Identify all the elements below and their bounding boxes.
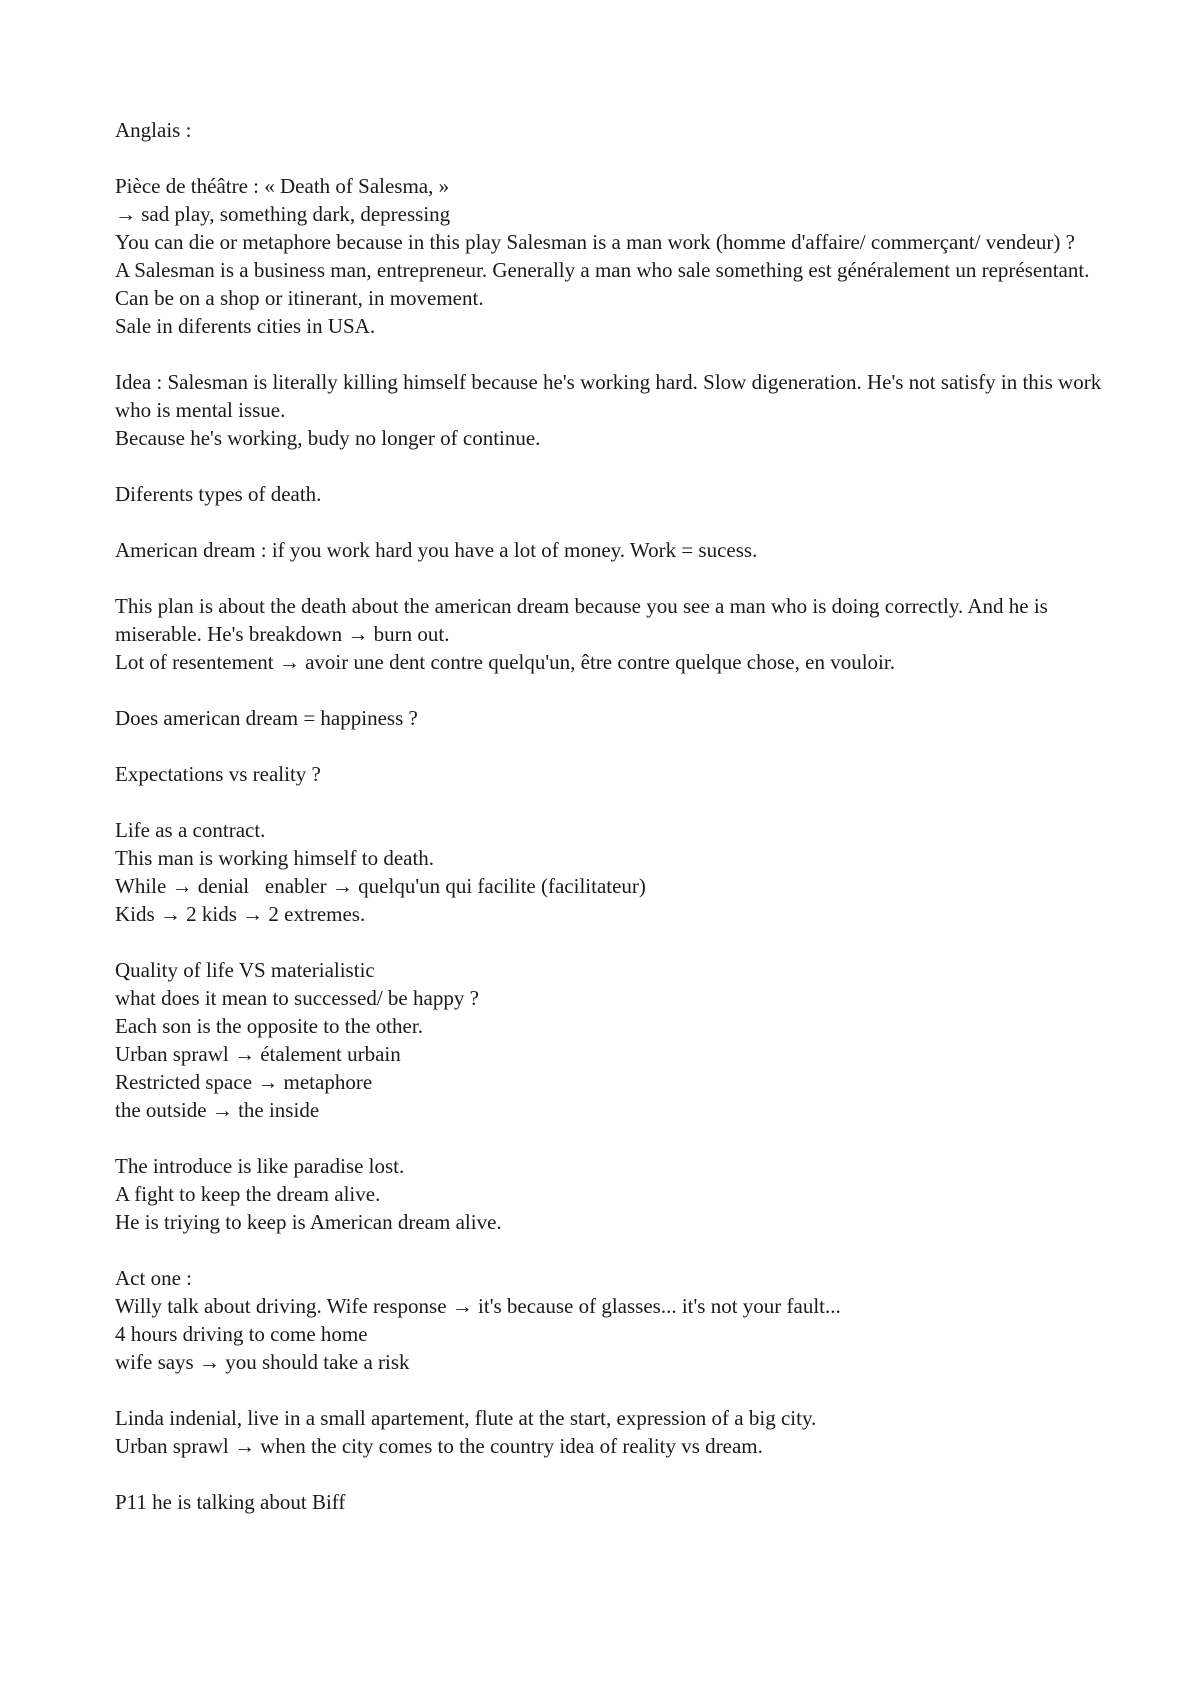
text-line: This plan is about the death about the american dream because you see a man who is doing correctly. And he is miserable. He's breakdown → burn out. <box>115 594 1054 646</box>
text-line: what does it mean to successed/ be happy ? <box>115 986 479 1010</box>
paragraph-gap <box>115 564 1125 592</box>
paragraph <box>115 1404 1125 1460</box>
paragraph-gap <box>115 1124 1125 1152</box>
text-line: Life as a contract. <box>115 818 266 842</box>
text-line: Linda indenial, live in a small apartement, flute at the start, expression of a big city. <box>115 1406 817 1430</box>
paragraph-gap <box>115 676 1125 704</box>
paragraph <box>115 1488 1125 1516</box>
text-line: Idea : Salesman is literally killing himself because he's working hard. Slow digeneration. He's not satisfy in this work who is mental issue. <box>115 370 1107 422</box>
paragraph <box>115 116 1125 144</box>
paragraph <box>115 760 1125 788</box>
paragraph <box>115 536 1125 564</box>
paragraph-gap <box>115 452 1125 480</box>
paragraph-gap <box>115 928 1125 956</box>
paragraph-gap <box>115 1460 1125 1488</box>
paragraph <box>115 172 1125 340</box>
text-line: Lot of resentement → avoir une dent contre quelqu'un, être contre quelque chose, en vouloir. <box>115 650 895 674</box>
text-line: → sad play, something dark, depressing <box>115 202 451 226</box>
text-line: He is triying to keep is American dream alive. <box>115 1210 502 1234</box>
paragraph <box>115 1152 1125 1236</box>
text-line: Pièce de théâtre : « Death of Salesma, » <box>115 174 450 198</box>
text-line: The introduce is like paradise lost. <box>115 1154 405 1178</box>
paragraph <box>115 480 1125 508</box>
paragraph-gap <box>115 508 1125 536</box>
text-line: Each son is the opposite to the other. <box>115 1014 423 1038</box>
text-line: Sale in diferents cities in USA. <box>115 314 376 338</box>
paragraph-gap <box>115 1236 1125 1264</box>
text-line: Because he's working, budy no longer of continue. <box>115 426 541 450</box>
text-line: American dream : if you work hard you have a lot of money. Work = sucess. <box>115 538 758 562</box>
text-line: Diferents types of death. <box>115 482 322 506</box>
text-line: Does american dream = happiness ? <box>115 706 418 730</box>
text-line: Kids → 2 kids → 2 extremes. <box>115 902 366 926</box>
text-line: This man is working himself to death. <box>115 846 435 870</box>
text-line: A Salesman is a business man, entrepreneur. Generally a man who sale something est généralement un représentant. <box>115 258 1090 282</box>
text-line: Restricted space → metaphore <box>115 1070 373 1094</box>
paragraph <box>115 704 1125 732</box>
paragraph <box>115 368 1125 452</box>
text-line: Act one : <box>115 1266 192 1290</box>
text-line: Anglais : <box>115 118 192 142</box>
text-line: the outside → the inside <box>115 1098 320 1122</box>
paragraph <box>115 1264 1125 1376</box>
paragraph-gap <box>115 1376 1125 1404</box>
text-line: P11 he is talking about Biff <box>115 1490 346 1514</box>
text-line: Can be on a shop or itinerant, in movement. <box>115 286 484 310</box>
paragraph-gap <box>115 144 1125 172</box>
text-line: Quality of life VS materialistic <box>115 958 375 982</box>
text-line: While → denial enabler → quelqu'un qui facilite (facilitateur) <box>115 874 646 898</box>
paragraph-gap <box>115 788 1125 816</box>
paragraph <box>115 956 1125 1124</box>
text-line: You can die or metaphore because in this play Salesman is a man work (homme d'affaire/ commerçant/ vendeur) ? <box>115 230 1075 254</box>
paragraph <box>115 816 1125 928</box>
text-line: 4 hours driving to come home <box>115 1322 368 1346</box>
text-line: Urban sprawl → when the city comes to the country idea of reality vs dream. <box>115 1434 763 1458</box>
text-line: Urban sprawl → étalement urbain <box>115 1042 401 1066</box>
text-line: Expectations vs reality ? <box>115 762 321 786</box>
text-line: wife says → you should take a risk <box>115 1350 410 1374</box>
paragraph-gap <box>115 732 1125 760</box>
text-line: A fight to keep the dream alive. <box>115 1182 381 1206</box>
text-line: Willy talk about driving. Wife response → it's because of glasses... it's not your fault... <box>115 1294 841 1318</box>
paragraph-gap <box>115 340 1125 368</box>
paragraph <box>115 592 1125 676</box>
document-page <box>115 116 1125 1516</box>
